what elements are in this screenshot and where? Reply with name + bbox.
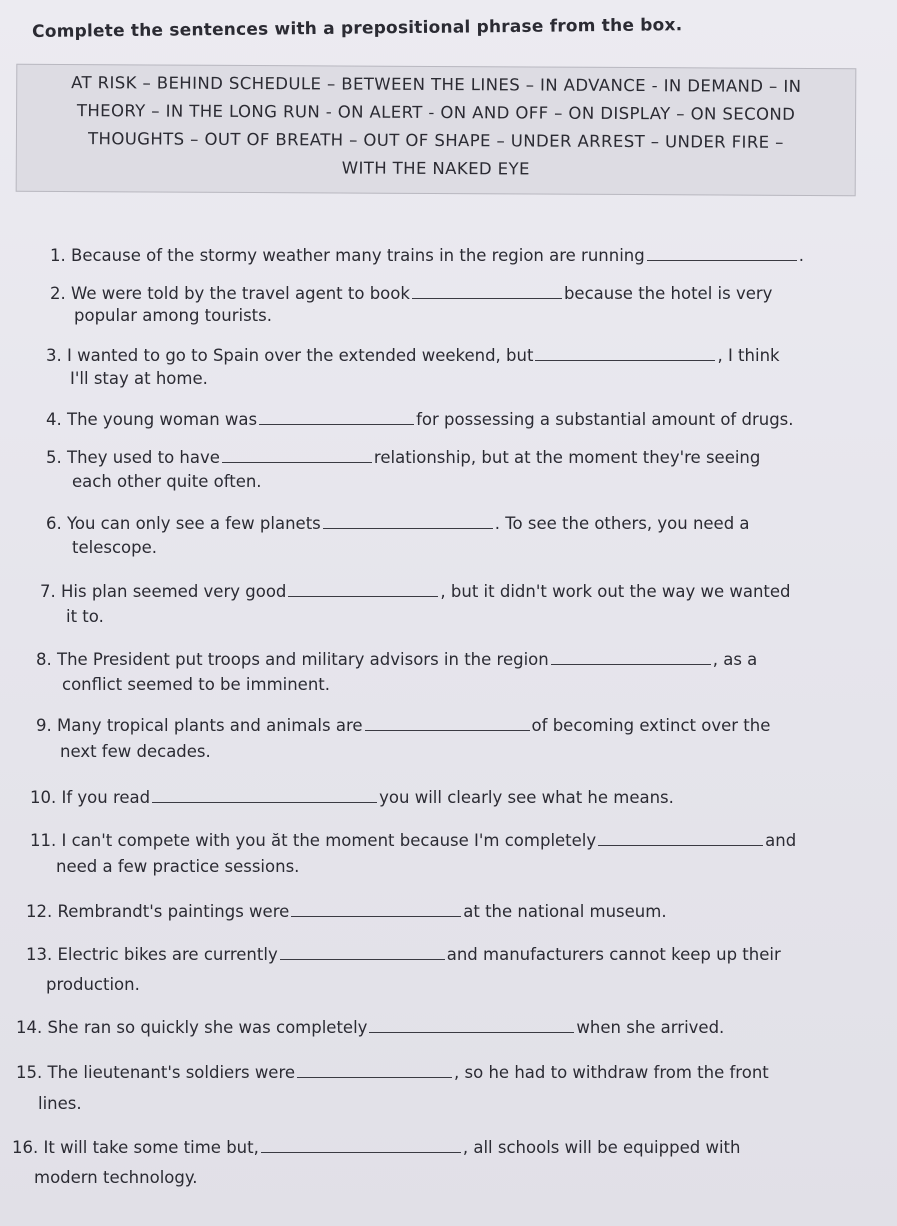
- question-6: [46, 514, 750, 533]
- question-text-after: and manufacturers cannot keep up their: [446, 945, 781, 964]
- phrase-box-line: THEORY – IN THE LONG RUN - ON ALERT - ON AND OFF – ON DISPLAY – ON SECOND: [76, 101, 796, 124]
- answer-blank[interactable]: [259, 412, 414, 425]
- question-9: [36, 716, 770, 735]
- question-text-after: , all schools will be equipped with: [462, 1138, 741, 1157]
- question-text-after: relationship, but at the moment they're seeing: [373, 448, 761, 467]
- answer-blank[interactable]: [551, 652, 711, 665]
- question-text: If you read: [61, 788, 151, 807]
- question-12: [26, 902, 667, 921]
- answer-blank[interactable]: [412, 286, 562, 299]
- question-number: 6.: [46, 514, 62, 533]
- answer-blank[interactable]: [323, 516, 493, 529]
- question-text: She ran so quickly she was completely: [47, 1018, 368, 1037]
- question-number: 11.: [30, 831, 57, 850]
- answer-blank[interactable]: [369, 1020, 574, 1033]
- question-9-continued: next few decades.: [60, 742, 211, 761]
- question-4: [46, 410, 794, 429]
- question-number: 12.: [26, 902, 53, 921]
- question-16: [12, 1138, 740, 1157]
- question-2: [50, 284, 772, 303]
- question-text-after: .: [798, 246, 804, 265]
- question-number: 10.: [30, 788, 57, 807]
- question-13-continued: production.: [46, 975, 140, 994]
- question-16-continued: modern technology.: [34, 1168, 198, 1187]
- answer-blank[interactable]: [647, 248, 797, 261]
- question-number: 5.: [46, 448, 62, 467]
- question-text: You can only see a few planets: [67, 514, 321, 533]
- phrase-box-line: AT RISK – BEHIND SCHEDULE – BETWEEN THE LINES – IN ADVANCE - IN DEMAND – IN: [71, 73, 802, 96]
- answer-blank[interactable]: [535, 348, 715, 361]
- question-15-continued: lines.: [38, 1094, 82, 1113]
- question-text: Many tropical plants and animals are: [57, 716, 363, 735]
- question-15: [16, 1063, 769, 1082]
- question-8-continued: conflict seemed to be imminent.: [62, 675, 331, 694]
- question-text: They used to have: [67, 448, 220, 467]
- question-text-after: and: [765, 831, 797, 850]
- question-text-after: , but it didn't work out the way we wanted: [440, 582, 791, 601]
- answer-blank[interactable]: [152, 790, 377, 803]
- question-number: 1.: [50, 246, 66, 265]
- question-7: [40, 582, 791, 601]
- question-number: 3.: [46, 346, 62, 365]
- question-number: 9.: [36, 716, 52, 735]
- question-text: Rembrandt's paintings were: [57, 902, 290, 921]
- question-text: Electric bikes are currently: [57, 945, 278, 964]
- question-text: His plan seemed very good: [61, 582, 287, 601]
- question-text: I can't compete with you ăt the moment because I'm completely: [61, 831, 597, 850]
- question-11-continued: need a few practice sessions.: [56, 857, 300, 876]
- question-text-after: you will clearly see what he means.: [379, 788, 674, 807]
- question-3: [46, 346, 780, 365]
- question-number: 16.: [12, 1138, 39, 1157]
- question-5: [46, 448, 760, 467]
- question-10: [30, 788, 674, 807]
- question-3-continued: I'll stay at home.: [70, 369, 208, 388]
- instructions-heading: Complete the sentences with a prepositional phrase from the box.: [32, 15, 683, 42]
- answer-blank[interactable]: [222, 450, 372, 463]
- question-text: I wanted to go to Spain over the extended weekend, but: [67, 346, 534, 365]
- answer-blank[interactable]: [365, 718, 530, 731]
- answer-blank[interactable]: [288, 584, 438, 597]
- question-text-after: of becoming extinct over the: [531, 716, 771, 735]
- phrase-box-line: THOUGHTS – OUT OF BREATH – OUT OF SHAPE – UNDER ARREST – UNDER FIRE –: [88, 129, 784, 152]
- question-text: It will take some time but,: [43, 1138, 259, 1157]
- question-text-after: , I think: [717, 346, 780, 365]
- phrase-box-line: WITH THE NAKED EYE: [341, 158, 530, 179]
- question-8: [36, 650, 757, 669]
- answer-blank[interactable]: [598, 833, 763, 846]
- question-text-after: , as a: [712, 650, 758, 669]
- answer-blank[interactable]: [280, 947, 445, 960]
- question-text: The young woman was: [67, 410, 258, 429]
- question-text: We were told by the travel agent to book: [71, 284, 410, 303]
- question-number: 7.: [40, 582, 56, 601]
- question-text-after: , so he had to withdraw from the front: [454, 1063, 769, 1082]
- question-text-after: at the national museum.: [463, 902, 667, 921]
- question-text: The lieutenant's soldiers were: [47, 1063, 296, 1082]
- question-number: 2.: [50, 284, 66, 303]
- answer-blank[interactable]: [261, 1140, 461, 1153]
- answer-blank[interactable]: [291, 904, 461, 917]
- answer-blank[interactable]: [297, 1065, 452, 1078]
- question-number: 14.: [16, 1018, 43, 1037]
- question-2-continued: popular among tourists.: [74, 306, 272, 325]
- question-number: 4.: [46, 410, 62, 429]
- question-text: Because of the stormy weather many trains in the region are running: [71, 246, 645, 265]
- question-5-continued: each other quite often.: [72, 472, 262, 491]
- question-6-continued: telescope.: [72, 538, 157, 557]
- question-number: 8.: [36, 650, 52, 669]
- question-1: [50, 246, 804, 265]
- question-text-after: . To see the others, you need a: [494, 514, 750, 533]
- question-11: [30, 831, 796, 850]
- question-7-continued: it to.: [66, 607, 104, 626]
- question-text-after: when she arrived.: [576, 1018, 725, 1037]
- question-text-after: for possessing a substantial amount of drugs.: [416, 410, 794, 429]
- question-14: [16, 1018, 724, 1037]
- question-number: 15.: [16, 1063, 43, 1082]
- question-text-after: because the hotel is very: [563, 284, 773, 303]
- question-text: The President put troops and military advisors in the region: [57, 650, 549, 669]
- question-13: [26, 945, 781, 964]
- phrase-box: [16, 64, 857, 196]
- question-number: 13.: [26, 945, 53, 964]
